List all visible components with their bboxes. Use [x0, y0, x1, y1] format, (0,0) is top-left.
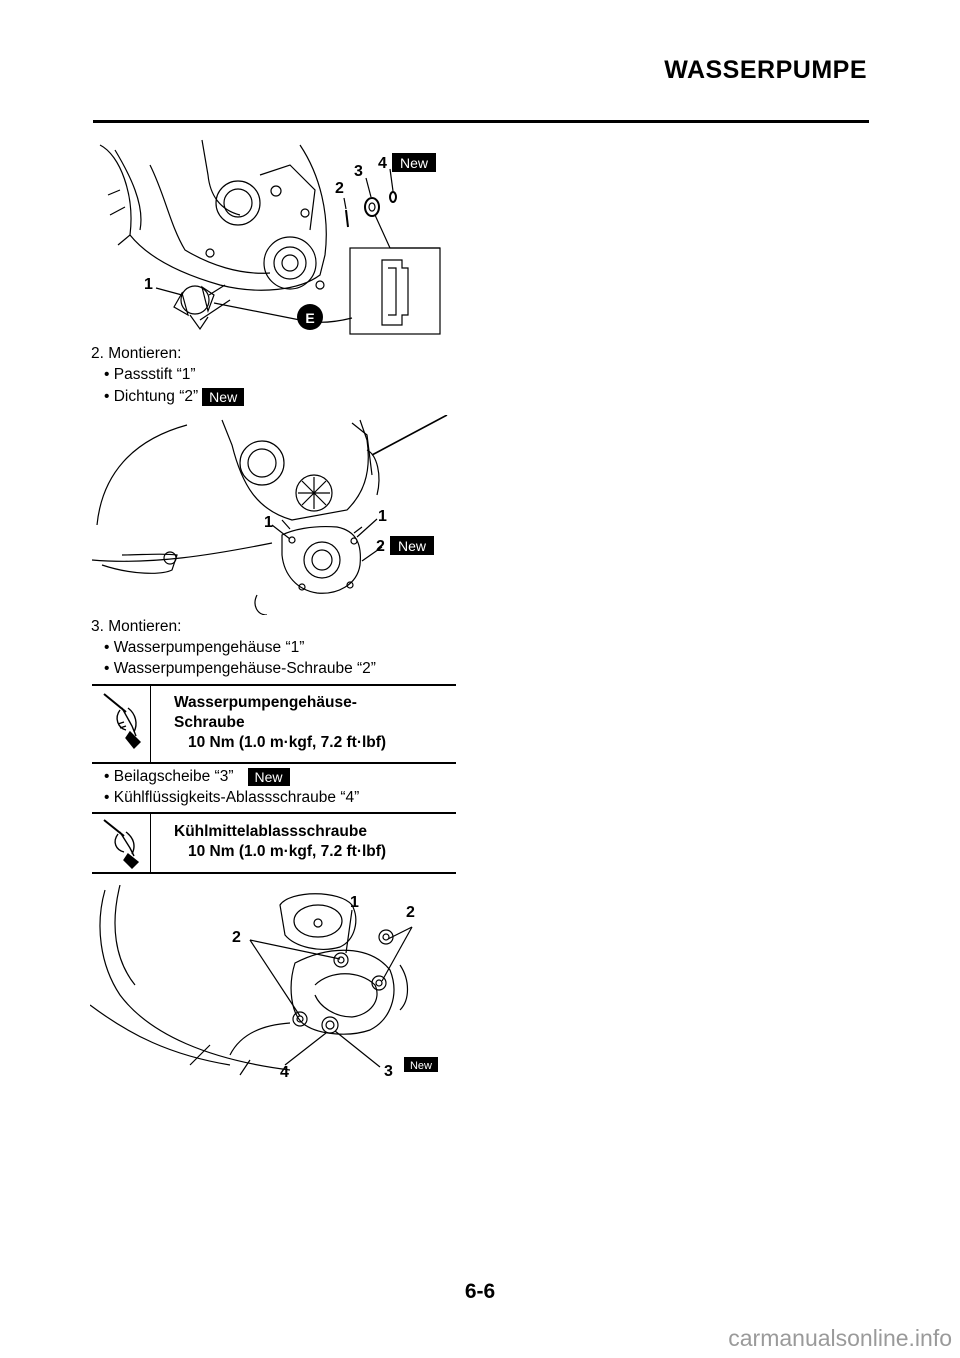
new-tag: New	[409, 1060, 433, 1072]
callout-2: 2	[376, 538, 385, 555]
torque-name: Kühlmittelablassschraube	[174, 823, 367, 840]
header-rule	[93, 120, 869, 123]
torque-value: 10 Nm (1.0 m·kgf, 7.2 ft·lbf)	[188, 843, 387, 860]
page-title: WASSERPUMPE	[664, 56, 867, 84]
grease-symbol: E	[305, 310, 315, 326]
step-3-heading: 3. Montieren:	[91, 618, 182, 635]
callout-1: 1	[350, 894, 359, 911]
torque-spec-housing-bolt	[92, 684, 456, 764]
figure-water-pump-housing-dowels	[92, 415, 452, 615]
callout-2-right: 2	[406, 904, 415, 921]
step-3-item-4: • Kühlflüssigkeits-Ablassschraube “4”	[104, 789, 360, 806]
step-2-item-1: • Passstift “1”	[104, 366, 196, 383]
step-3-item-3-text: • Beilagscheibe “3”	[104, 768, 234, 785]
step-3-item-2: • Wasserpumpengehäuse-Schraube “2”	[104, 660, 376, 677]
callout-2-left: 2	[232, 929, 241, 946]
step-2-item-2	[104, 386, 244, 407]
new-tag: New	[397, 538, 427, 554]
new-tag: New	[399, 155, 429, 171]
step-2-heading: 2. Montieren:	[91, 345, 182, 362]
page-number: 6-6	[464, 1280, 496, 1303]
callout-4: 4	[378, 155, 387, 172]
torque-name-line2: Schraube	[174, 714, 245, 731]
figure-water-pump-housing-bolts	[90, 885, 450, 1085]
torque-wrench-icon	[92, 686, 151, 762]
step-3-item-1: • Wasserpumpengehäuse “1”	[104, 639, 305, 656]
torque-name-line1: Wasserpumpengehäuse-	[174, 694, 357, 711]
callout-1: 1	[144, 276, 153, 293]
callout-4: 4	[280, 1064, 289, 1081]
figure-water-pump-impeller	[90, 135, 450, 340]
callout-3: 3	[384, 1063, 393, 1080]
torque-wrench-icon	[92, 814, 151, 872]
watermark: carmanualsonline.info	[728, 1325, 952, 1351]
callout-1-right: 1	[378, 508, 387, 525]
callout-3: 3	[354, 163, 363, 180]
new-tag: New	[248, 768, 290, 786]
callout-2: 2	[335, 180, 344, 197]
torque-spec-drain-bolt	[92, 812, 456, 874]
step-3-item-3	[104, 766, 290, 787]
callout-1-left: 1	[264, 514, 273, 531]
step-2-item-2-text: • Dichtung “2”	[104, 388, 199, 405]
new-tag: New	[202, 388, 244, 406]
torque-value: 10 Nm (1.0 m·kgf, 7.2 ft·lbf)	[188, 734, 387, 751]
